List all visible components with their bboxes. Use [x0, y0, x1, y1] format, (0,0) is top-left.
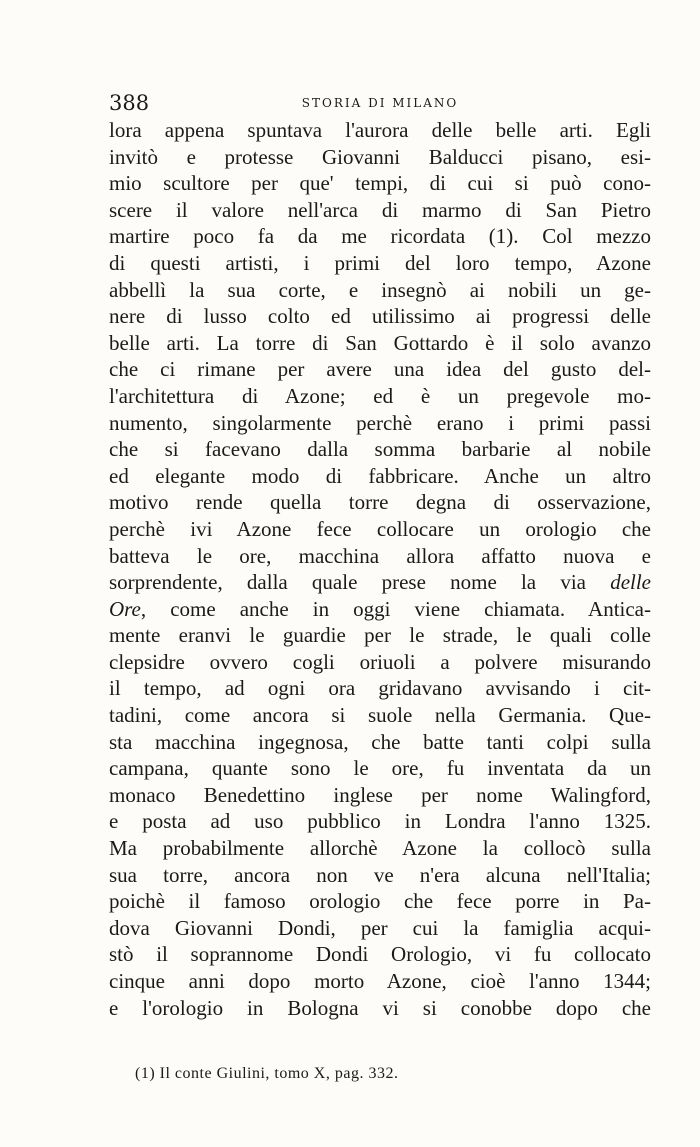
- text-line: dova Giovanni Dondi, per cui la famiglia acqui-: [109, 915, 651, 940]
- text-line-with-italic: [109, 569, 651, 596]
- text-line: mente eranvi le guardie per le strade, le quali colle: [109, 623, 651, 648]
- text-line: scere il valore nell'arca di marmo di San Pietro: [109, 197, 651, 222]
- text-line: che si facevano dalla somma barbarie al nobile: [109, 437, 651, 462]
- text-line: [109, 596, 651, 623]
- text-line: Ma probabilmente allorchè Azone la collocò sulla: [109, 836, 651, 861]
- text-line: che ci rimane per avere una idea del gusto del-: [109, 357, 651, 382]
- text-line: l'architettura di Azone; ed è un pregevole mo-: [109, 383, 651, 408]
- text-line: di questi artisti, i primi del loro tempo, Azone: [109, 250, 651, 275]
- text-line: martire poco fa da me ricordata (1). Col mezzo: [109, 224, 651, 249]
- text-line: stò il soprannome Dondi Orologio, vi fu collocato: [109, 942, 651, 967]
- text-line: abbellì la sua corte, e insegnò ai nobili un ge-: [109, 277, 651, 302]
- text-line: mio scultore per que' tempi, di cui si può cono-: [109, 171, 651, 196]
- text-line: e posta ad uso pubblico in Londra l'anno 1325.: [109, 809, 651, 834]
- body-text: [109, 117, 651, 1021]
- running-title: STORIA DI MILANO: [301, 96, 459, 110]
- text-line: monaco Benedettino inglese per nome Walingford,: [109, 782, 651, 807]
- text-line: cinque anni dopo morto Azone, cioè l'anno 1344;: [109, 969, 651, 993]
- text-line: clepsidre ovvero cogli oriuoli a polvere misurando: [109, 649, 651, 674]
- text-line: tadini, come ancora si suole nella Germania. Que-: [109, 703, 651, 728]
- text-line: e l'orologio in Bologna vi si conobbe dopo che: [109, 995, 651, 1020]
- text-line: lora appena spuntava l'aurora delle belle arti. Egli: [109, 118, 651, 142]
- text-line: sua torre, ancora non ve n'era alcuna nell'Italia;: [109, 862, 651, 887]
- italic-street-name: delle: [610, 570, 651, 595]
- text-line: campana, quante sono le ore, fu inventata da un: [109, 756, 651, 781]
- text-line: invitò e protesse Giovanni Balducci pisano, esi-: [109, 144, 651, 169]
- text-line: batteva le ore, macchina allora affatto nuova e: [109, 543, 651, 568]
- text-line: nere di lusso colto ed utilissimo ai progressi delle: [109, 304, 651, 329]
- page-number: 388: [109, 91, 150, 115]
- text-line: poichè il famoso orologio che fece porre in Pa-: [109, 889, 651, 914]
- text-line: belle arti. La torre di San Gottardo è il solo avanzo: [109, 330, 651, 355]
- text-segment-rest: , come anche in oggi viene chiamata. Antica-: [140, 596, 651, 621]
- italic-street-name-continued: Ore: [109, 596, 141, 621]
- text-line: motivo rende quella torre degna di osservazione,: [109, 490, 651, 515]
- text-line: sta macchina ingegnosa, che batte tanti colpi sulla: [109, 729, 651, 754]
- text-line: il tempo, ad ogni ora gridavano avvisando i cit-: [109, 676, 651, 701]
- text-line: perchè ivi Azone fece collocare un orologio che: [109, 516, 651, 541]
- text-segment: sorprendente, dalla quale prese nome la via: [109, 570, 586, 595]
- page-header: [109, 88, 651, 118]
- footnote: (1) Il conte Giulini, tomo X, pag. 332.: [135, 1065, 399, 1082]
- text-line: ed elegante modo di fabbricare. Anche un altro: [109, 463, 651, 488]
- text-line: numento, singolarmente perchè erano i primi passi: [109, 410, 651, 435]
